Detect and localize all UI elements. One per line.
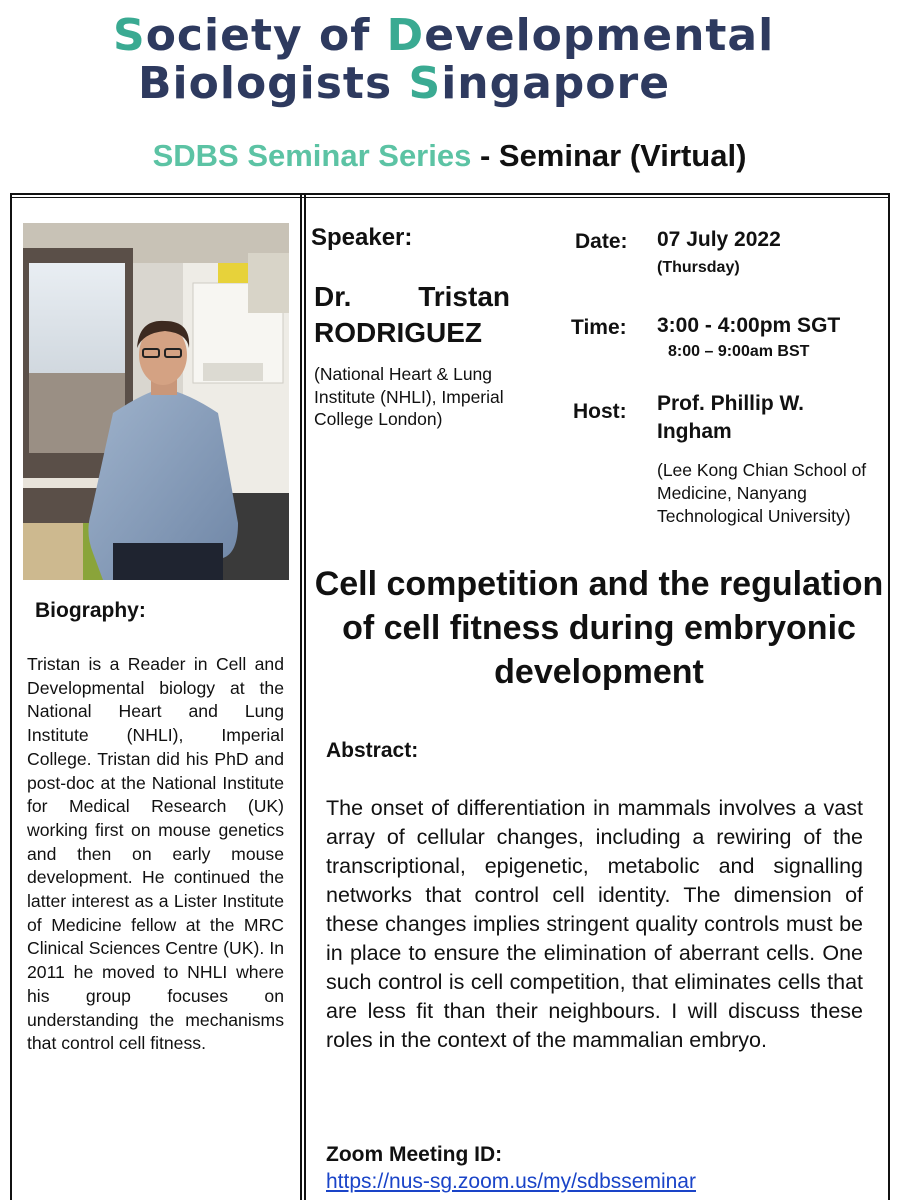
speaker-name: [314, 279, 510, 351]
speaker-last-name: RODRIGUEZ: [314, 317, 482, 348]
date-day: (Thursday): [657, 259, 740, 276]
speaker-label: Speaker:: [311, 224, 413, 251]
abstract-text: The onset of differentiation in mammals involves a vast array of cellular changes, including a rewiring of the transcriptional, epigenetic, metabolic and signalling networks that control cell identity. The dimension of these changes implies stringent quality controls must be in place to ensure the elimination of aberrant cells. One such control is cell competition, that eliminates cells that are less fit than their neighbours. I will discuss these roles in the context of the mammalian embryo.: [326, 796, 863, 1052]
host-affiliation: (Lee Kong Chian School of Medicine, Nanyang Technological University): [657, 460, 867, 526]
biography-title: Biography:: [35, 599, 146, 622]
column-divider: [300, 195, 306, 1200]
host-label: Host:: [573, 400, 627, 423]
speaker-first-name: Tristan: [418, 281, 510, 312]
zoom-link[interactable]: https://nus-sg.zoom.us/my/sdbsseminar: [326, 1170, 696, 1193]
speaker-title: Dr.: [314, 281, 352, 312]
time-sgt: 3:00 - 4:00pm SGT: [657, 314, 841, 337]
host-name: Prof. Phillip W. Ingham: [657, 392, 804, 443]
society-logo: [0, 0, 899, 120]
logo-line-1: Society of Developmental: [113, 10, 775, 61]
abstract-title: Abstract:: [326, 739, 419, 762]
biography-text: Tristan is a Reader in Cell and Developmental biology at the National Heart and Lung Institute (NHLI), Imperial College. Tristan did his PhD and post-doc at the National Institute for Medical Research (UK) working first on mouse genetics and then on early mouse development. He continued the latter interest as a Lister Institute of Medicine fellow at the MRC Clinical Sciences Centre (UK). In 2011 he moved to NHLI where his group focuses on understanding the mechanisms that control cell fitness.: [27, 654, 284, 1054]
time-label: Time:: [571, 316, 627, 339]
time-bst: 8:00 – 9:00am BST: [668, 343, 810, 360]
speaker-affiliation: (National Heart & Lung Institute (NHLI), Imperial College London): [314, 364, 504, 429]
logo-line-2: Biologists Singapore: [138, 58, 671, 109]
talk-title: Cell competition and the regulation of cell fitness during embryonic development: [314, 565, 884, 691]
date-value: 07 July 2022: [657, 228, 781, 251]
speaker-photo: [23, 223, 289, 580]
date-label: Date:: [575, 230, 628, 253]
series-format: - Seminar (Virtual): [471, 138, 747, 173]
series-name: SDBS Seminar Series: [152, 138, 472, 173]
series-heading: [0, 138, 899, 174]
zoom-title: Zoom Meeting ID:: [326, 1143, 503, 1166]
